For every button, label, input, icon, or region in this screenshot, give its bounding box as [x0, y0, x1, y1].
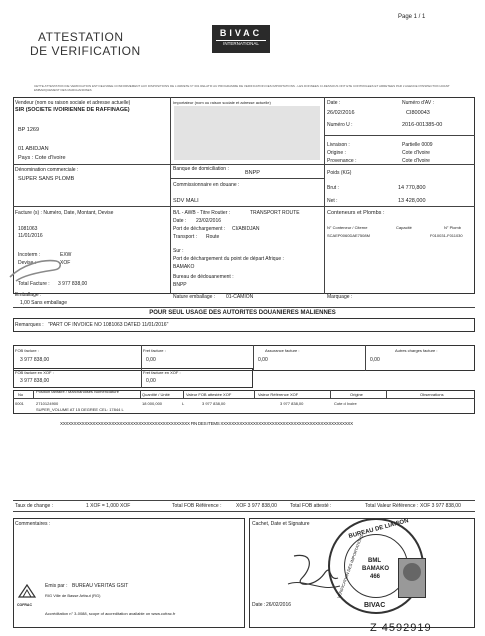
- col-obs: Observations: [420, 392, 444, 397]
- seller-name: SIR (SOCIETE IVOIRIENNE DE RAFFINAGE): [15, 107, 130, 113]
- stamp-center1: BML: [368, 558, 381, 564]
- bivac-logo: [212, 25, 270, 53]
- customs-banner: POUR SEUL USAGE DES AUTORITES DOUANIERES MALIENNES: [149, 310, 336, 316]
- stamp-ring-top: BUREAU DE LIAISON: [348, 518, 410, 540]
- provenance-value: Cote d'Ivoire: [402, 158, 430, 164]
- denom-label: Dénomination commerciale :: [15, 167, 79, 173]
- issuer-label: Emis par :: [45, 583, 68, 589]
- bureau-label: Bureau de dédouanement :: [173, 274, 234, 280]
- invoice-total-label: Total Facture :: [18, 281, 50, 287]
- commiss-value: SDV MALI: [173, 198, 199, 204]
- banque-label: Banque de domiciliation :: [173, 166, 229, 172]
- marquage-label: Marquage :: [327, 294, 353, 300]
- fret-xof-value: 0,00: [146, 378, 156, 384]
- bureau-value: BNPP: [173, 282, 187, 288]
- fret-label: Fret facture :: [143, 348, 166, 353]
- fob-xof-label: FOB facture en XOF :: [15, 370, 54, 375]
- containers-col2: Capacité: [396, 225, 412, 230]
- cofrac-emblem-icon: [17, 583, 37, 599]
- fob-att-label: Total FOB attesté :: [290, 503, 332, 509]
- container-seal: F010031-F011030: [430, 233, 463, 238]
- net-value: 13 428,000: [398, 198, 426, 204]
- bl-label: B/L - AWB - Titre Routier :: [173, 210, 231, 216]
- end-of-items: XXXXXXXXXXXXXXXXXXXXXXXXXXXXXXXXXXXXXXXXXXXXXXXX FIN DES ITEMS XXXXXXXXXXXXXXXXXXXXXXXXXXXXXXXXXXXXXXXXXXXXXXXXX: [60, 421, 353, 426]
- remarks-value: "PART OF INVOICE NO 1081063 DATED 11/01/2016": [48, 322, 169, 328]
- packing-value: 1,00 Sans emballage: [20, 300, 67, 306]
- banque-value: BNPP: [245, 170, 260, 176]
- val-ref-label: Total Valeur Référence :: [365, 503, 419, 509]
- fret-value: 0,00: [146, 357, 156, 363]
- date-label: Date :: [327, 100, 341, 106]
- remarks-label: Remarques :: [15, 322, 44, 328]
- footer-date-value: 26/02/2016: [266, 602, 292, 608]
- row-position: 2710124900: [36, 401, 59, 406]
- nature-label: Nature emballage :: [173, 294, 216, 300]
- invoice-date: 11/01/2016: [18, 233, 43, 239]
- av-value: CI800043: [406, 110, 430, 116]
- document-title-line1: ATTESTATION: [38, 30, 124, 44]
- packing-label: Emballage :: [15, 292, 42, 298]
- fob-ref-label: Total FOB Référence :: [172, 503, 222, 509]
- col-fob: Valeur FOB attestée XOF: [186, 392, 232, 397]
- incoterm-label: Incoterm :: [18, 252, 41, 258]
- change-label: Taux de change :: [15, 503, 54, 509]
- sur-label: Sur :: [173, 248, 184, 254]
- row-description: SUPER_VOLUME AT 15 DEGREE CEL: 17844 L: [36, 407, 124, 412]
- transport-date-label: Date :: [173, 218, 187, 224]
- brut-label: Brut :: [327, 185, 339, 191]
- containers-col1: N° Conteneur / Citerne: [327, 225, 368, 230]
- buyer-redacted-area: [174, 106, 320, 160]
- col-position: Position tarifaire / Marchandises Nomenclature: [36, 389, 119, 394]
- brut-value: 14 770,800: [398, 185, 426, 191]
- invoice-total-value: 3 977 838,00: [58, 281, 88, 287]
- autres-label: Autres charges facture :: [395, 348, 438, 353]
- origine-value: Cote d'Ivoire: [402, 150, 430, 156]
- serial-number: Z 4592919: [370, 622, 432, 634]
- col-no: No: [18, 392, 24, 397]
- autres-value: 0,00: [370, 357, 380, 363]
- footer-date-label: Date :: [252, 602, 266, 608]
- livraison-value: Partielle 0009: [402, 142, 433, 148]
- container-number: SCAEP0060DAE7508M: [327, 233, 370, 238]
- stamp-center2: BAMAKO: [362, 566, 389, 572]
- row-ref: 3 977 838,00: [280, 401, 304, 406]
- val-ref-value: XOF 3 977 838,00: [420, 503, 461, 509]
- invoice-label: Facture (s) : Numéro, Date, Montant, Devise: [15, 210, 114, 216]
- seller-country: Pays : Cote d'Ivoire: [18, 155, 66, 161]
- provenance-label: Provenance :: [327, 158, 357, 164]
- cofrac-logo: [17, 583, 37, 607]
- row-unit: L: [182, 401, 185, 406]
- stamp-center3: 466: [370, 574, 381, 580]
- issuer-value: BUREAU VERITAS GSIT: [72, 583, 129, 589]
- num-value: 2016-001385-00: [402, 122, 443, 128]
- containers-label: Conteneurs et Plombs :: [327, 210, 385, 216]
- origine-label: Origine :: [327, 150, 346, 156]
- av-label: Numéro d'AV :: [402, 100, 434, 106]
- seller-label: Vendeur (nom ou raison sociale et adresse actuelle): [15, 100, 131, 106]
- fob-ref-value: XOF 3 977 838,00: [236, 503, 277, 509]
- embarq-label: Port de déchargement :: [173, 226, 226, 232]
- bivac-logo-text: BIVAC: [219, 28, 263, 38]
- devise-value: XOF: [60, 260, 71, 266]
- issuer-address: RIG Ville de Basse Artisut (RG): [45, 593, 101, 598]
- poids-label: Poids (KG): [327, 170, 352, 176]
- livraison-label: Livraison :: [327, 142, 350, 148]
- moyen-value: Route: [206, 234, 220, 240]
- dechargement-value: BAMAKO: [173, 264, 195, 270]
- seller-bp: BP 1269: [18, 127, 40, 133]
- document-title-line2: DE VERIFICATION: [30, 44, 141, 58]
- fob-label: FOB facture :: [15, 348, 39, 353]
- buyer-label: Importateur (nom ou raison sociale et adresse actuelle): [173, 100, 271, 105]
- num-label: Numéro U :: [327, 122, 353, 128]
- comment-label: Commentaires :: [15, 521, 51, 527]
- cofrac-logo-text: COFRAC: [17, 603, 32, 607]
- nature-value: 01-CAMION: [226, 294, 254, 300]
- commiss-label: Commissionnaire en douane :: [173, 182, 240, 188]
- containers-col3: N° Plomb: [444, 225, 461, 230]
- denom-value: SUPER SANS PLOMB: [18, 176, 75, 182]
- net-label: Net :: [327, 198, 338, 204]
- transport-date-value: 23/02/2016: [196, 218, 222, 224]
- dechargement-label: Port de déchargement du point de départ Afrique :: [173, 256, 284, 262]
- cachet-label: Cachet, Date et Signature: [252, 521, 310, 527]
- col-origin: Origine: [350, 392, 363, 397]
- paperclip-icon: [4, 255, 64, 285]
- fine-print: CETTE ATTESTATION DE VERIFICATION EST DELIVREE CONFORMEMENT AUX DISPOSITIONS DE L'ARRETE N° 001 RELATIF AU PROGRAMME DE VERIFICATION DES IMPORTATIONS - LES DONNEES CI-DESSOUS ONT ETE CONTROLEES ET ARRETEES PAR L'AGENCE D'INSPECTION AVANT EMBARQUEMENT DES MARCHANDISES: [34, 84, 450, 92]
- fob-xof-value: 3 977 838,00: [20, 378, 50, 384]
- seller-city: 01 ABIDJAN: [18, 146, 49, 152]
- invoice-number: 1081063: [18, 226, 38, 232]
- assur-value: 0,00: [258, 357, 268, 363]
- fret-xof-label: Fret facture en XOF :: [143, 370, 181, 375]
- embarq-value: CI/ABIDJAN: [232, 226, 260, 232]
- incoterm-value: EXW: [60, 252, 72, 258]
- assur-label: Assurance facture :: [265, 348, 300, 353]
- security-hologram: [398, 558, 426, 598]
- row-origin: Cote d Ivoire: [334, 401, 357, 406]
- bivac-logo-sub: INTERNATIONAL: [216, 40, 266, 47]
- change-value: 1 XOF = 1,000 XOF: [86, 503, 131, 509]
- fob-value: 3 977 838,00: [20, 357, 50, 363]
- moyen-label: Transport :: [173, 234, 197, 240]
- page-number: Page 1 / 1: [398, 14, 426, 20]
- date-value: 26/02/2016: [327, 110, 355, 116]
- row-no: 0001: [15, 401, 24, 406]
- cofrac-note: Accréditation n° 3-0088, scope of accreditation available on www.cofrac.fr: [45, 611, 176, 616]
- row-fob: 3 977 838,00: [202, 401, 226, 406]
- bl-value: TRANSPORT ROUTE: [250, 210, 300, 216]
- col-ref: Valeur Référence XOF: [258, 392, 299, 397]
- stamp-ring-side: VERIFICATION DES IMPORTATIONS: [336, 533, 364, 600]
- devise-label: Devise :: [18, 260, 37, 266]
- row-quantity: 18 000,000: [142, 401, 163, 406]
- col-quantity: Quantité / Unité: [142, 392, 170, 397]
- stamp-bottom: BIVAC: [364, 602, 386, 609]
